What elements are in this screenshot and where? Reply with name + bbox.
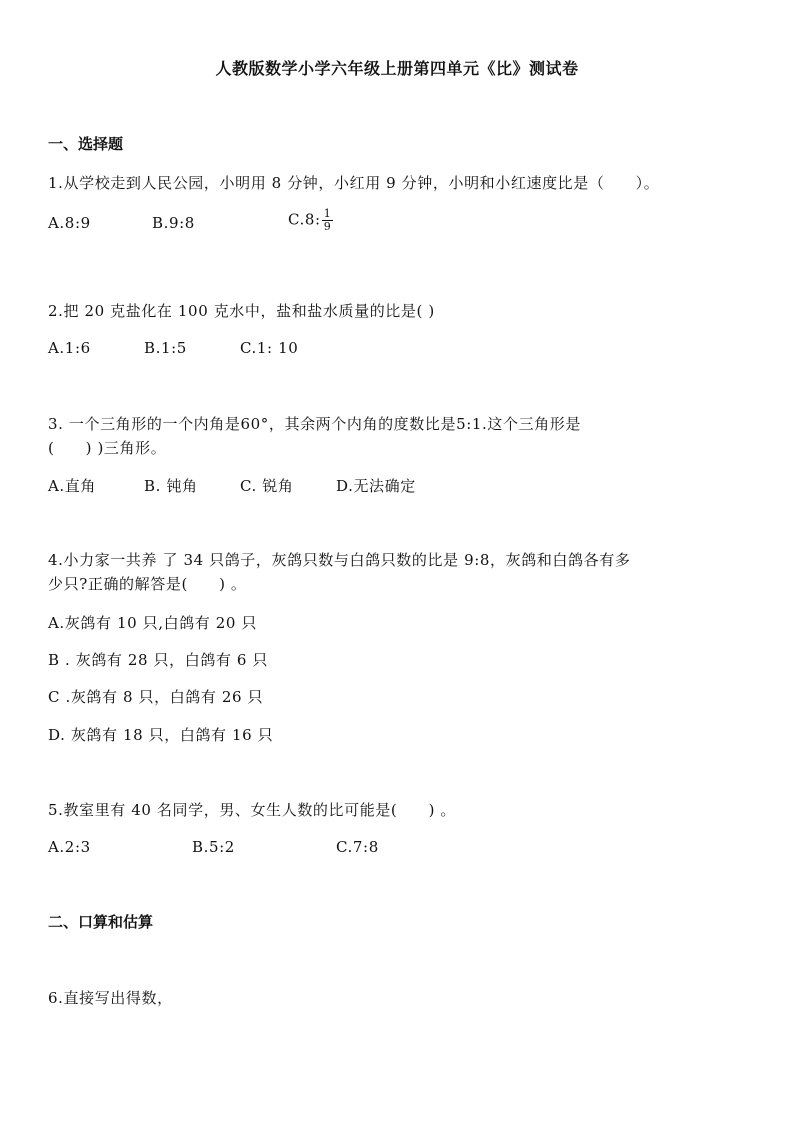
question-1-text: 1.从学校走到人民公园，小明用 8 分钟，小红用 9 分钟，小明和小红速度比是（ ）。 <box>48 174 660 192</box>
page-title: 人教版数学小学六年级上册第四单元《比》测试卷 <box>215 59 579 78</box>
section-heading-mental-math: 二、口算和估算 <box>48 913 154 931</box>
question-3-text-line-1: 3. 一个三角形的一个内角是60°，其余两个内角的度数比是5:1.这个三角形是 <box>48 415 581 433</box>
fraction-denominator: 9 <box>323 220 332 233</box>
question-3-option-b: B. 钝角 <box>144 477 198 495</box>
question-4-option-d: D. 灰鸽有 18 只，白鸽有 16 只 <box>48 726 274 744</box>
question-4-option-a: A.灰鸽有 10 只,白鸽有 20 只 <box>48 614 258 632</box>
question-4-option-b: B . 灰鸽有 28 只，白鸽有 6 只 <box>48 651 269 669</box>
question-1-option-c-prefix: C.8: <box>288 210 321 229</box>
question-4-text-line-1: 4.小力家一共养 了 34 只鸽子，灰鸽只数与白鸽只数的比是 9:8，灰鸽和白鸽各有多 <box>48 551 631 569</box>
question-2-option-b: B.1:5 <box>144 339 187 357</box>
question-3-text-line-2: ( ) )三角形。 <box>48 439 167 457</box>
question-3-option-a: A.直角 <box>48 477 97 495</box>
question-2-option-c: C.1: 10 <box>240 339 299 357</box>
section-heading-choice: 一、选择题 <box>48 135 124 153</box>
question-3-option-c: C. 锐角 <box>240 477 294 495</box>
question-5-option-c: C.7:8 <box>336 838 379 856</box>
question-3-option-d: D.无法确定 <box>336 477 416 495</box>
question-1-option-c <box>288 208 333 233</box>
question-2-option-a: A.1:6 <box>48 339 91 357</box>
question-2-text: 2.把 20 克盐化在 100 克水中，盐和盐水质量的比是( ) <box>48 302 435 320</box>
question-5-option-a: A.2:3 <box>48 838 91 856</box>
fraction-numerator: 1 <box>323 207 332 220</box>
question-4-option-c: C .灰鸽有 8 只，白鸽有 26 只 <box>48 688 264 706</box>
question-5-text: 5.教室里有 40 名同学，男、女生人数的比可能是( ) 。 <box>48 801 457 819</box>
question-1-option-a: A.8:9 <box>48 214 91 232</box>
question-1-option-c-fraction <box>322 208 334 233</box>
question-4-text-line-2: 少只?正确的解答是( ) 。 <box>48 575 247 593</box>
question-6-text: 6.直接写出得数， <box>48 989 173 1007</box>
question-1-option-b: B.9:8 <box>152 214 195 232</box>
question-5-option-b: B.5:2 <box>192 838 235 856</box>
